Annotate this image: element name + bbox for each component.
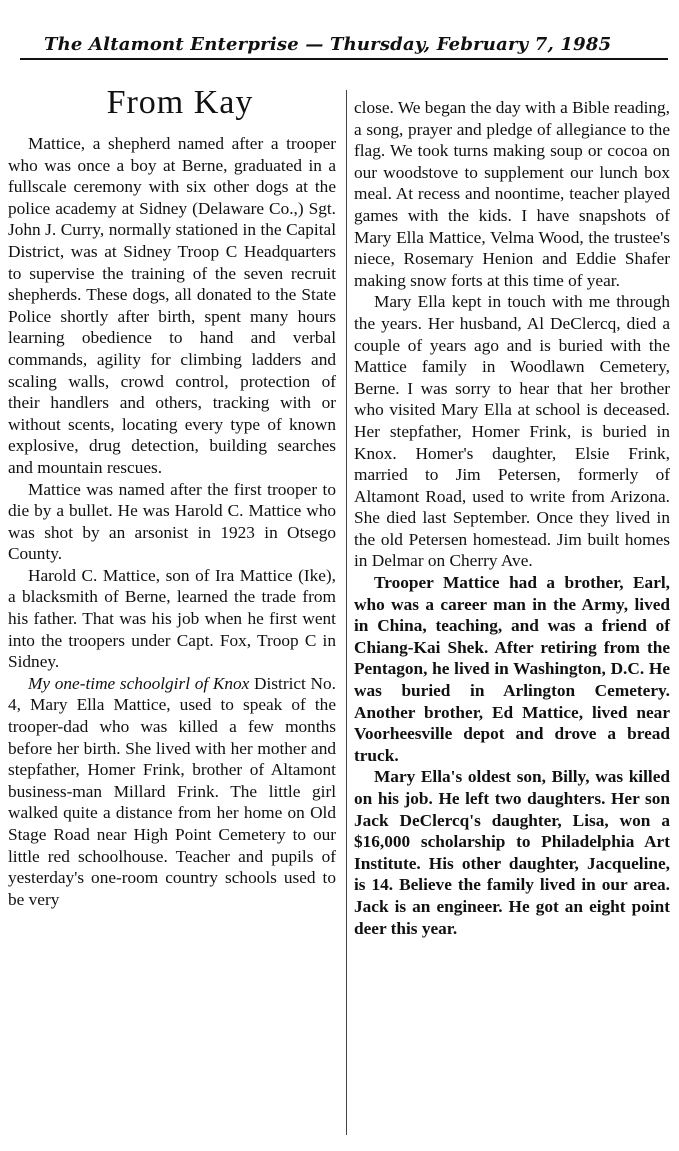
masthead xyxy=(0,0,679,66)
paragraph-schoolgirl xyxy=(8,673,336,911)
paragraph-dogs-graduation: Mattice, a shepherd named after a trooper who was once a boy at Berne, graduated in a fullscale ceremony with six other dogs at the police academy at Sidney (Delaware Co.,) Sgt. John J. Curry, normally stationed in the Capital District, was at Sidney Troop C Headquarters to supervise the training of the seven recruit shepherds. These dogs, all donated to the State Police shortly after birth, spent many hours learning obedience to hand and verbal commands, agility for climbing ladders and scaling walls, crowd control, protection of their handlers and others, tracking with or without scents, locating every type of known explosive, drug detection, building searches and mountain rescues. xyxy=(8,134,336,477)
article-headline: From Kay xyxy=(106,84,254,121)
paragraph-harold-mattice: Harold C. Mattice, son of Ira Mattice (Ike), a blacksmith of Berne, learned the trade from his father. That was his job when he first went into the troopers under Capt. Fox, Troop C in Sidney. xyxy=(8,565,336,672)
left-column xyxy=(8,133,336,910)
paragraph-schoolgirl-continued: close. We began the day with a Bible reading, a song, prayer and pledge of allegiance to the flag. We took turns making soup or cocoa on our woodstove to supplement our lunch box meal. At recess and noontime, teacher played games with the kids. I have snapshots of Mary Ella Mattice, Velma Wood, the trustee's niece, Rosemary Henion and Eddie Shafer making snow forts at this time of year. xyxy=(354,98,670,290)
masthead-line: The Altamont Enterprise — Thursday, February 7, 1985 xyxy=(44,34,612,55)
paragraph-schoolgirl-text: District No. 4, Mary Ella Mattice, used to speak of the trooper-dad who was killed a few months before her birth. She lived with her mother and stepfather, Homer Frink, brother of Altamont business-man Millard Frink. The little girl walked quite a distance from her home on Old Stage Road near High Point Cemetery to our little red schoolhouse. Teacher and pupils of yesterday's one-room country schools used to be very xyxy=(8,673,336,909)
paragraph-trooper-named: Mattice was named after the first trooper to die by a bullet. He was Harold C. Mattice who was shot by an arsonist in 1923 in Otsego County. xyxy=(8,479,336,564)
column-divider xyxy=(346,90,347,1135)
italic-lead-in: My one-time schoolgirl of Knox xyxy=(28,673,250,693)
masthead-rule xyxy=(20,58,668,60)
paragraph-oldest-son xyxy=(354,766,670,939)
paragraph-trooper-brother xyxy=(354,572,670,766)
paragraph-mary-ella: Mary Ella kept in touch with me through the years. Her husband, Al DeClercq, died a couple of years ago and is buried with the Mattice family in Woodlawn Cemetery, Berne. I was sorry to hear that her brother who visited Mary Ella at school is deceased. Her stepfather, Homer Frink, is buried in Knox. Homer's daughter, Elsie Frink, married to Jim Petersen, formerly of Altamont Road, used to write from Arizona. She died last September. Once they lived in the old Petersen homestead. Jim built homes in Delmar on Cherry Ave. xyxy=(354,292,670,571)
paragraph-oldest-son-text: Mary Ella's oldest son, Billy, was killed on his job. He left two daughters. Her son Jack DeClercq's daughter, Lisa, won a $16,000 scholarship to Philadelphia Art Institute. His other daughter, Jacqueline, is 14. Believe the family lived in our area. Jack is an engineer. He got an eight point deer this year. xyxy=(354,767,670,938)
paragraph-trooper-brother-text: Trooper Mattice had a brother, Earl, who was a career man in the Army, lived in China, teaching, and was a friend of Chiang-Kai Shek. After retiring from the Pentagon, he lived in Washington, D.C. He was buried in Arlington Cemetery. Another brother, Ed Mattice, lived near Voorheesville depot and drove a bread truck. xyxy=(354,573,670,765)
right-column xyxy=(354,97,670,939)
